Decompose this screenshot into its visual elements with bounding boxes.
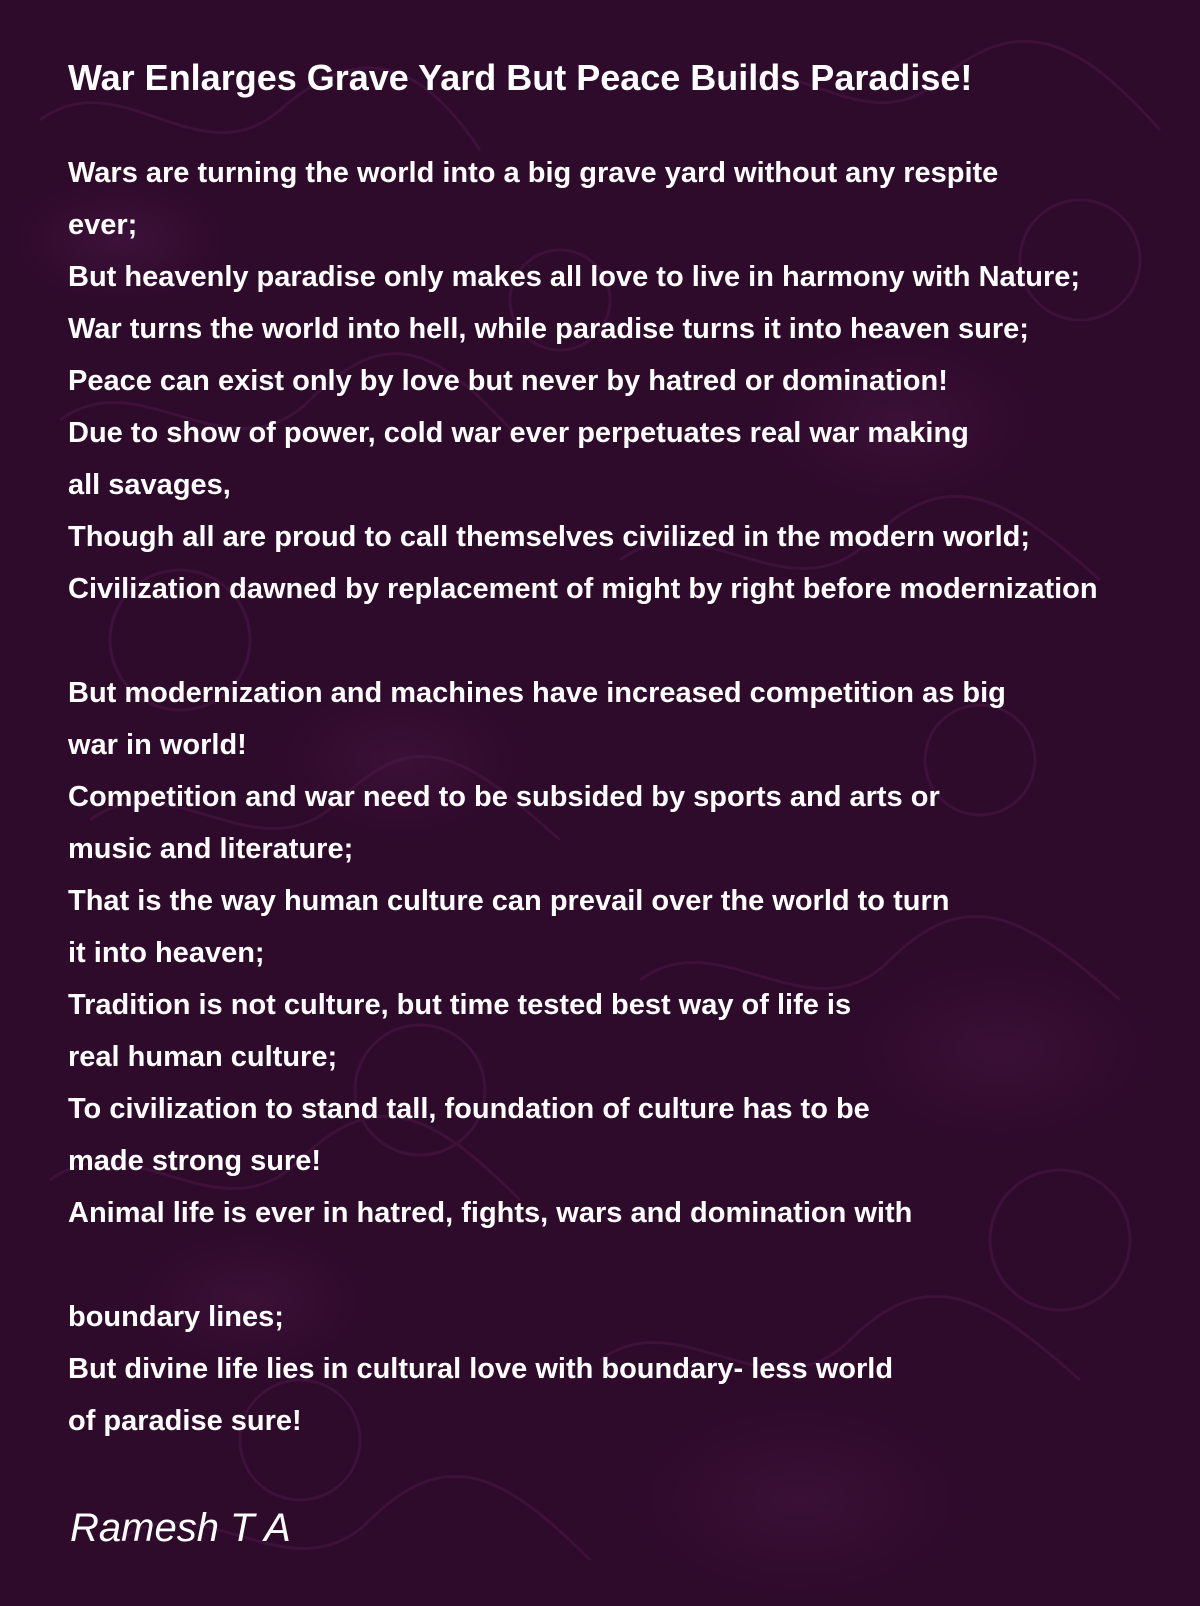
- poem-line: To civilization to stand tall, foundation of culture has to be: [68, 1093, 870, 1125]
- poem-line: Civilization dawned by replacement of might by right before modernization: [68, 573, 1098, 605]
- poem-line: Tradition is not culture, but time tested best way of life is: [68, 989, 852, 1021]
- poem-line: War turns the world into hell, while paradise turns it into heaven sure;: [68, 313, 1029, 345]
- poem-line: Due to show of power, cold war ever perpetuates real war making: [68, 417, 969, 449]
- poem-body: [68, 147, 1200, 1447]
- poem-line: [68, 1239, 1200, 1291]
- poem-line: [68, 615, 1200, 667]
- poem-author: Ramesh T A: [70, 1506, 291, 1550]
- poem-line: music and literature;: [68, 833, 354, 865]
- poem-line: Peace can exist only by love but never by hatred or domination!: [68, 365, 948, 397]
- poem-line: Though all are proud to call themselves civilized in the modern world;: [68, 521, 1030, 553]
- poem-line: But modernization and machines have increased competition as big: [68, 677, 1006, 709]
- poem-line: ever;: [68, 209, 138, 241]
- poem-line: war in world!: [68, 729, 247, 761]
- poem-line: it into heaven;: [68, 937, 265, 969]
- poem-line: boundary lines;: [68, 1301, 284, 1333]
- poem-line: of paradise sure!: [68, 1405, 302, 1437]
- poem-line: Competition and war need to be subsided by sports and arts or: [68, 781, 940, 813]
- poem-title: War Enlarges Grave Yard But Peace Builds Paradise!: [68, 57, 973, 98]
- poem-line: That is the way human culture can prevail over the world to turn: [68, 885, 950, 917]
- poem-line: real human culture;: [68, 1041, 338, 1073]
- poem-line: made strong sure!: [68, 1145, 321, 1177]
- poem-line: Animal life is ever in hatred, fights, wars and domination with: [68, 1197, 913, 1229]
- poem-line: Wars are turning the world into a big grave yard without any respite: [68, 157, 999, 189]
- poem-line: But heavenly paradise only makes all love to live in harmony with Nature;: [68, 261, 1081, 293]
- poem-line: all savages,: [68, 469, 231, 501]
- poem-line: But divine life lies in cultural love with boundary- less world: [68, 1353, 894, 1385]
